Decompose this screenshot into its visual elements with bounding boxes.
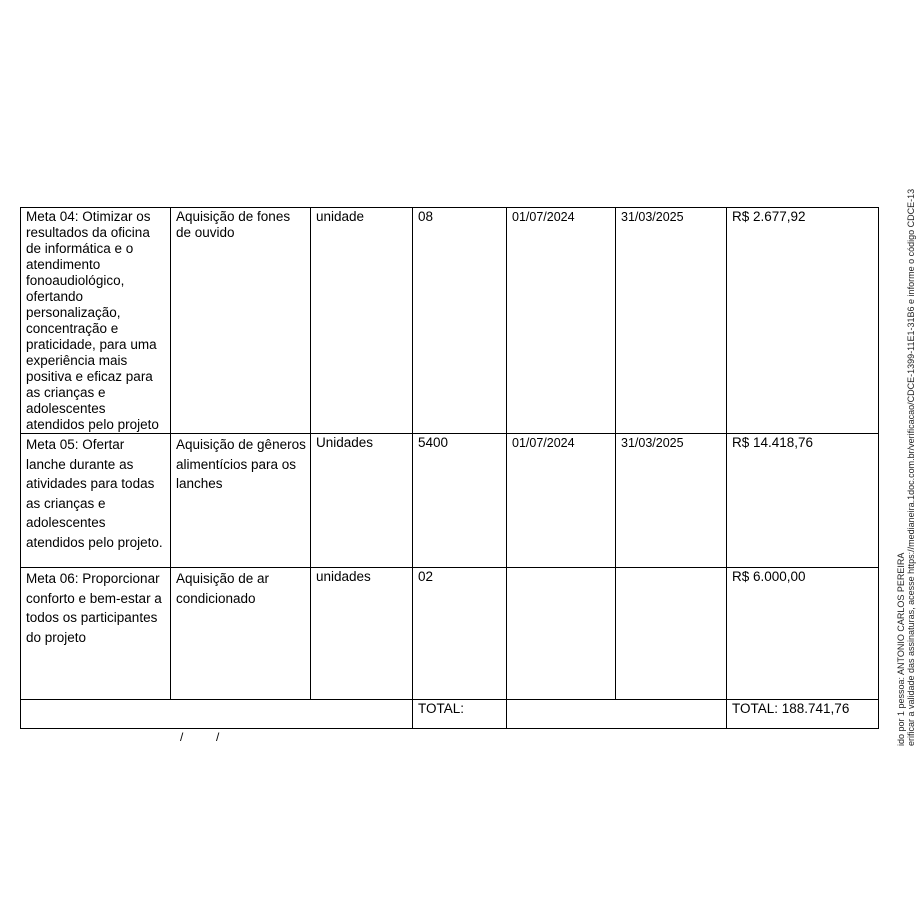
signature-line: ido por 1 pessoa: ANTONIO CARLOS PEREIRA	[896, 552, 906, 746]
acao-cell: Aquisição de fones de ouvido	[171, 208, 311, 434]
signature-verification-note	[896, 189, 916, 746]
meta-cell: Meta 04: Otimizar os resultados da oficina de informática e o atendimento fonoaudiológico, ofertando personalização, concentração e praticidade, para uma experiência mais positiva e eficaz para as crianças e adolescentes atendidos pelo projeto	[21, 208, 171, 434]
total-value: TOTAL: 188.741,76	[727, 700, 879, 729]
acao-cell: Aquisição de ar condicionado	[171, 568, 311, 700]
valor-cell: R$ 14.418,76	[727, 434, 879, 568]
quantidade-cell: 08	[413, 208, 507, 434]
slash-mark: /	[216, 730, 220, 744]
unidade-cell: unidade	[311, 208, 413, 434]
verification-line: erificar a validade das assinaturas, acesse https://medianeira.1doc.com.br/verificacao/CDCE-1399-11E1-31B6 e informe o código CDCE-13	[906, 188, 916, 746]
valor-cell: R$ 2.677,92	[727, 208, 879, 434]
table-row	[21, 568, 879, 700]
totals-empty-cell	[21, 700, 413, 729]
totals-blank-cell	[507, 700, 727, 729]
budget-table	[20, 207, 879, 729]
totals-row	[21, 700, 879, 729]
quantidade-cell: 02	[413, 568, 507, 700]
meta-cell: Meta 06: Proporcionar conforto e bem-estar a todos os participantes do projeto	[21, 568, 171, 700]
inicio-cell	[507, 568, 616, 700]
table-row	[21, 208, 879, 434]
meta-cell: Meta 05: Ofertar lanche durante as atividades para todas as crianças e adolescentes atendidos pelo projeto.	[21, 434, 171, 568]
fim-cell: 31/03/2025	[616, 434, 727, 568]
unidade-cell: Unidades	[311, 434, 413, 568]
inicio-cell: 01/07/2024	[507, 208, 616, 434]
total-label: TOTAL:	[413, 700, 507, 729]
fim-cell	[616, 568, 727, 700]
slash-mark: /	[180, 730, 184, 744]
date-slashes	[180, 730, 252, 744]
valor-cell: R$ 6.000,00	[727, 568, 879, 700]
inicio-cell: 01/07/2024	[507, 434, 616, 568]
quantidade-cell: 5400	[413, 434, 507, 568]
unidade-cell: unidades	[311, 568, 413, 700]
fim-cell: 31/03/2025	[616, 208, 727, 434]
table-row	[21, 434, 879, 568]
acao-cell: Aquisição de gêneros alimentícios para os lanches	[171, 434, 311, 568]
